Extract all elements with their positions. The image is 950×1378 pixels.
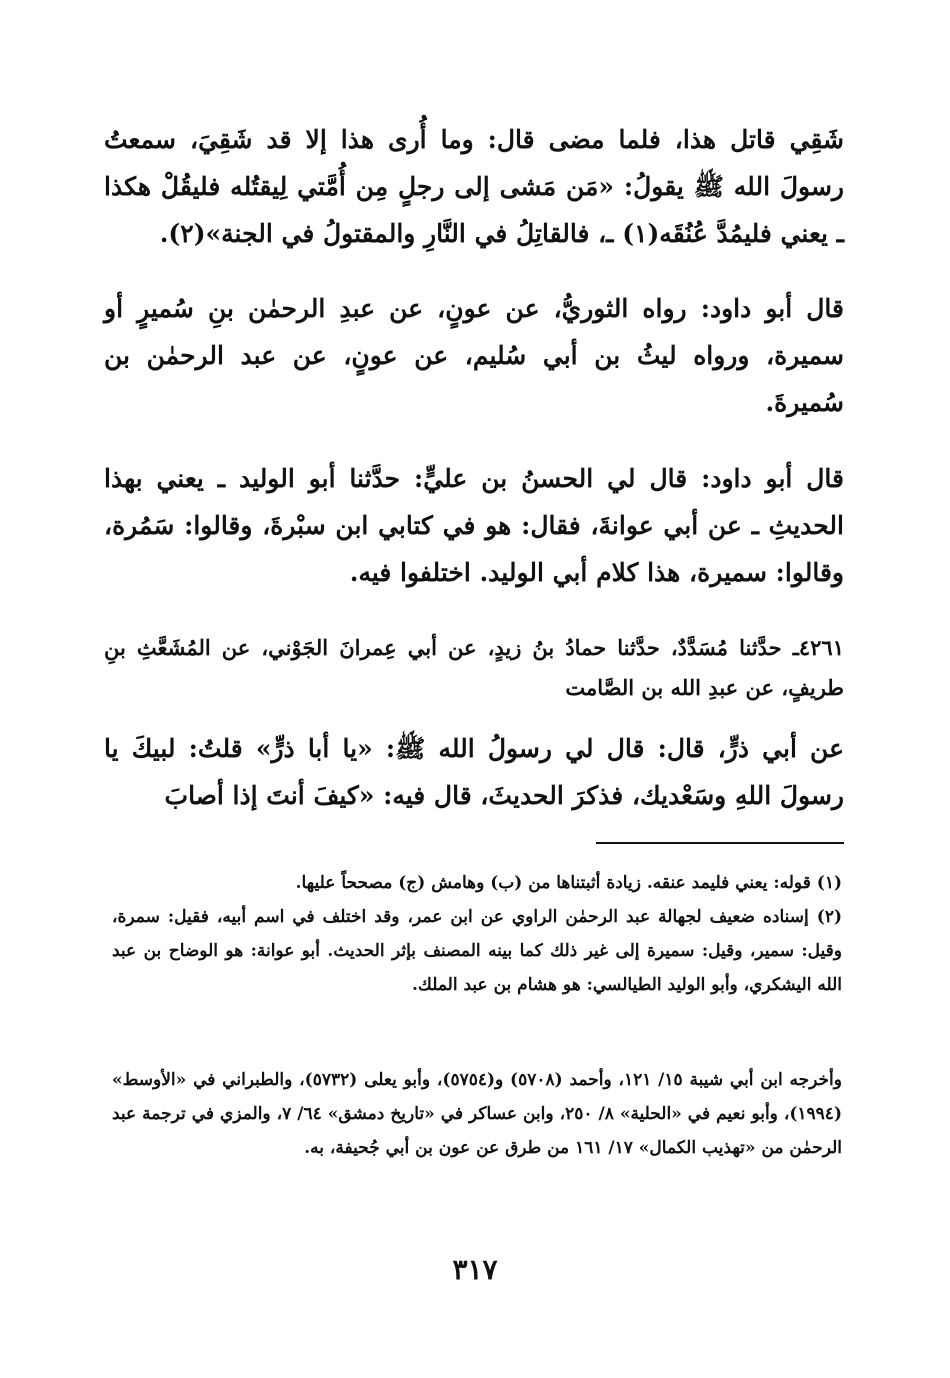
paragraph-text: عن أبي ذرٍّ، قال: قال لي رسولُ الله ﷺ: «يا أبا ذرٍّ» قلتُ: لبيكَ يا رسولَ اللهِ وسَعْديك، فذكرَ الحديثَ، قال فيه: «كيفَ أنتَ إذا أصابَ: [104, 734, 844, 810]
paragraph-text: شَقِي قاتل هذا، فلما مضى قال: وما أُرى هذا إلا قد شَقِيَ، سمعتُ رسولَ الله ﷺ يقولُ: «مَن مَشى إلى رجلٍ مِن أُمَّتي لِيقتُله فليقُلْ هكذا ـ يعني فليمُدَّ عُنُقَه(١) ـ، فالقاتِلُ في النَّارِ والمقتولُ في الجنة»(٢).: [104, 125, 844, 248]
footnote: [112, 1063, 842, 1165]
main-paragraph: [104, 455, 844, 596]
footnote: [112, 900, 842, 1002]
main-paragraph: [104, 725, 844, 819]
paragraph-text: قال أبو داود: قال لي الحسنُ بن عليٍّ: حدَّثنا أبو الوليد ـ يعني بهذا الحديثِ ـ عن أبي عوانةَ، فقال: هو في كتابي ابن سبْرةَ، وقالوا: سَمُرة، وقالوا: سميرة، هذا كلام أبي الوليد. اختلفوا فيه.: [104, 464, 844, 587]
main-paragraph: [104, 285, 844, 426]
footnote-text: (٢) إسناده ضعيف لجهالة عبد الرحمٰن الراوي عن ابن عمر، وقد اختلف في اسم أبيه، فقيل: سمرة، وقيل: سمير، وقيل: سميرة إلى غير ذلك كما بينه المصنف بإثر الحديث. أبو عوانة: هو الوضاح بن عبد الله اليشكري، وأبو الوليد الطيالسي: هو هشام بن عبد الملك.: [112, 907, 842, 995]
main-paragraph: [104, 116, 844, 257]
footnote-separator: [596, 842, 844, 844]
footnote: [112, 866, 842, 900]
paragraph-text: ٤٢٦١ـ حدَّثنا مُسَدَّدٌ، حدَّثنا حمادُ بنُ زيدٍ، عن أبي عِمرانَ الجَوْني، عن المُشَعَّثِ بنِ طريفٍ، عن عبدِ الله بن الصَّامت: [104, 635, 844, 700]
hadith-isnad: [104, 628, 844, 708]
paragraph-text: قال أبو داود: رواه الثوريُّ، عن عونٍ، عن عبدِ الرحمٰن بنِ سُميرٍ أو سميرة، ورواه ليثُ بن أبي سُليم، عن عونٍ، عن عبد الرحمٰن بن سُميرةَ.: [104, 294, 844, 417]
footnote-text: وأخرجه ابن أبي شيبة ١٥/ ١٢١، وأحمد (٥٧٠٨) و(٥٧٥٤)، وأبو يعلى (٥٧٣٢)، والطبراني في «الأوسط» (١٩٩٤)، وأبو نعيم في «الحلية» ٨/ ٢٥٠، وابن عساكر في «تاريخ دمشق» ٦٤/ ٧، والمزي في ترجمة عبد الرحمٰن من «تهذيب الكمال» ١٧/ ١٦١ من طرق عن عون بن أبي جُحيفة، به.: [112, 1070, 842, 1158]
page-number: ٣١٧: [452, 1253, 498, 1286]
footnote-text: (١) قوله: يعني فليمد عنقه. زيادة أثبتناها من (ب) وهامش (ج) مصححاً عليها.: [295, 873, 842, 893]
